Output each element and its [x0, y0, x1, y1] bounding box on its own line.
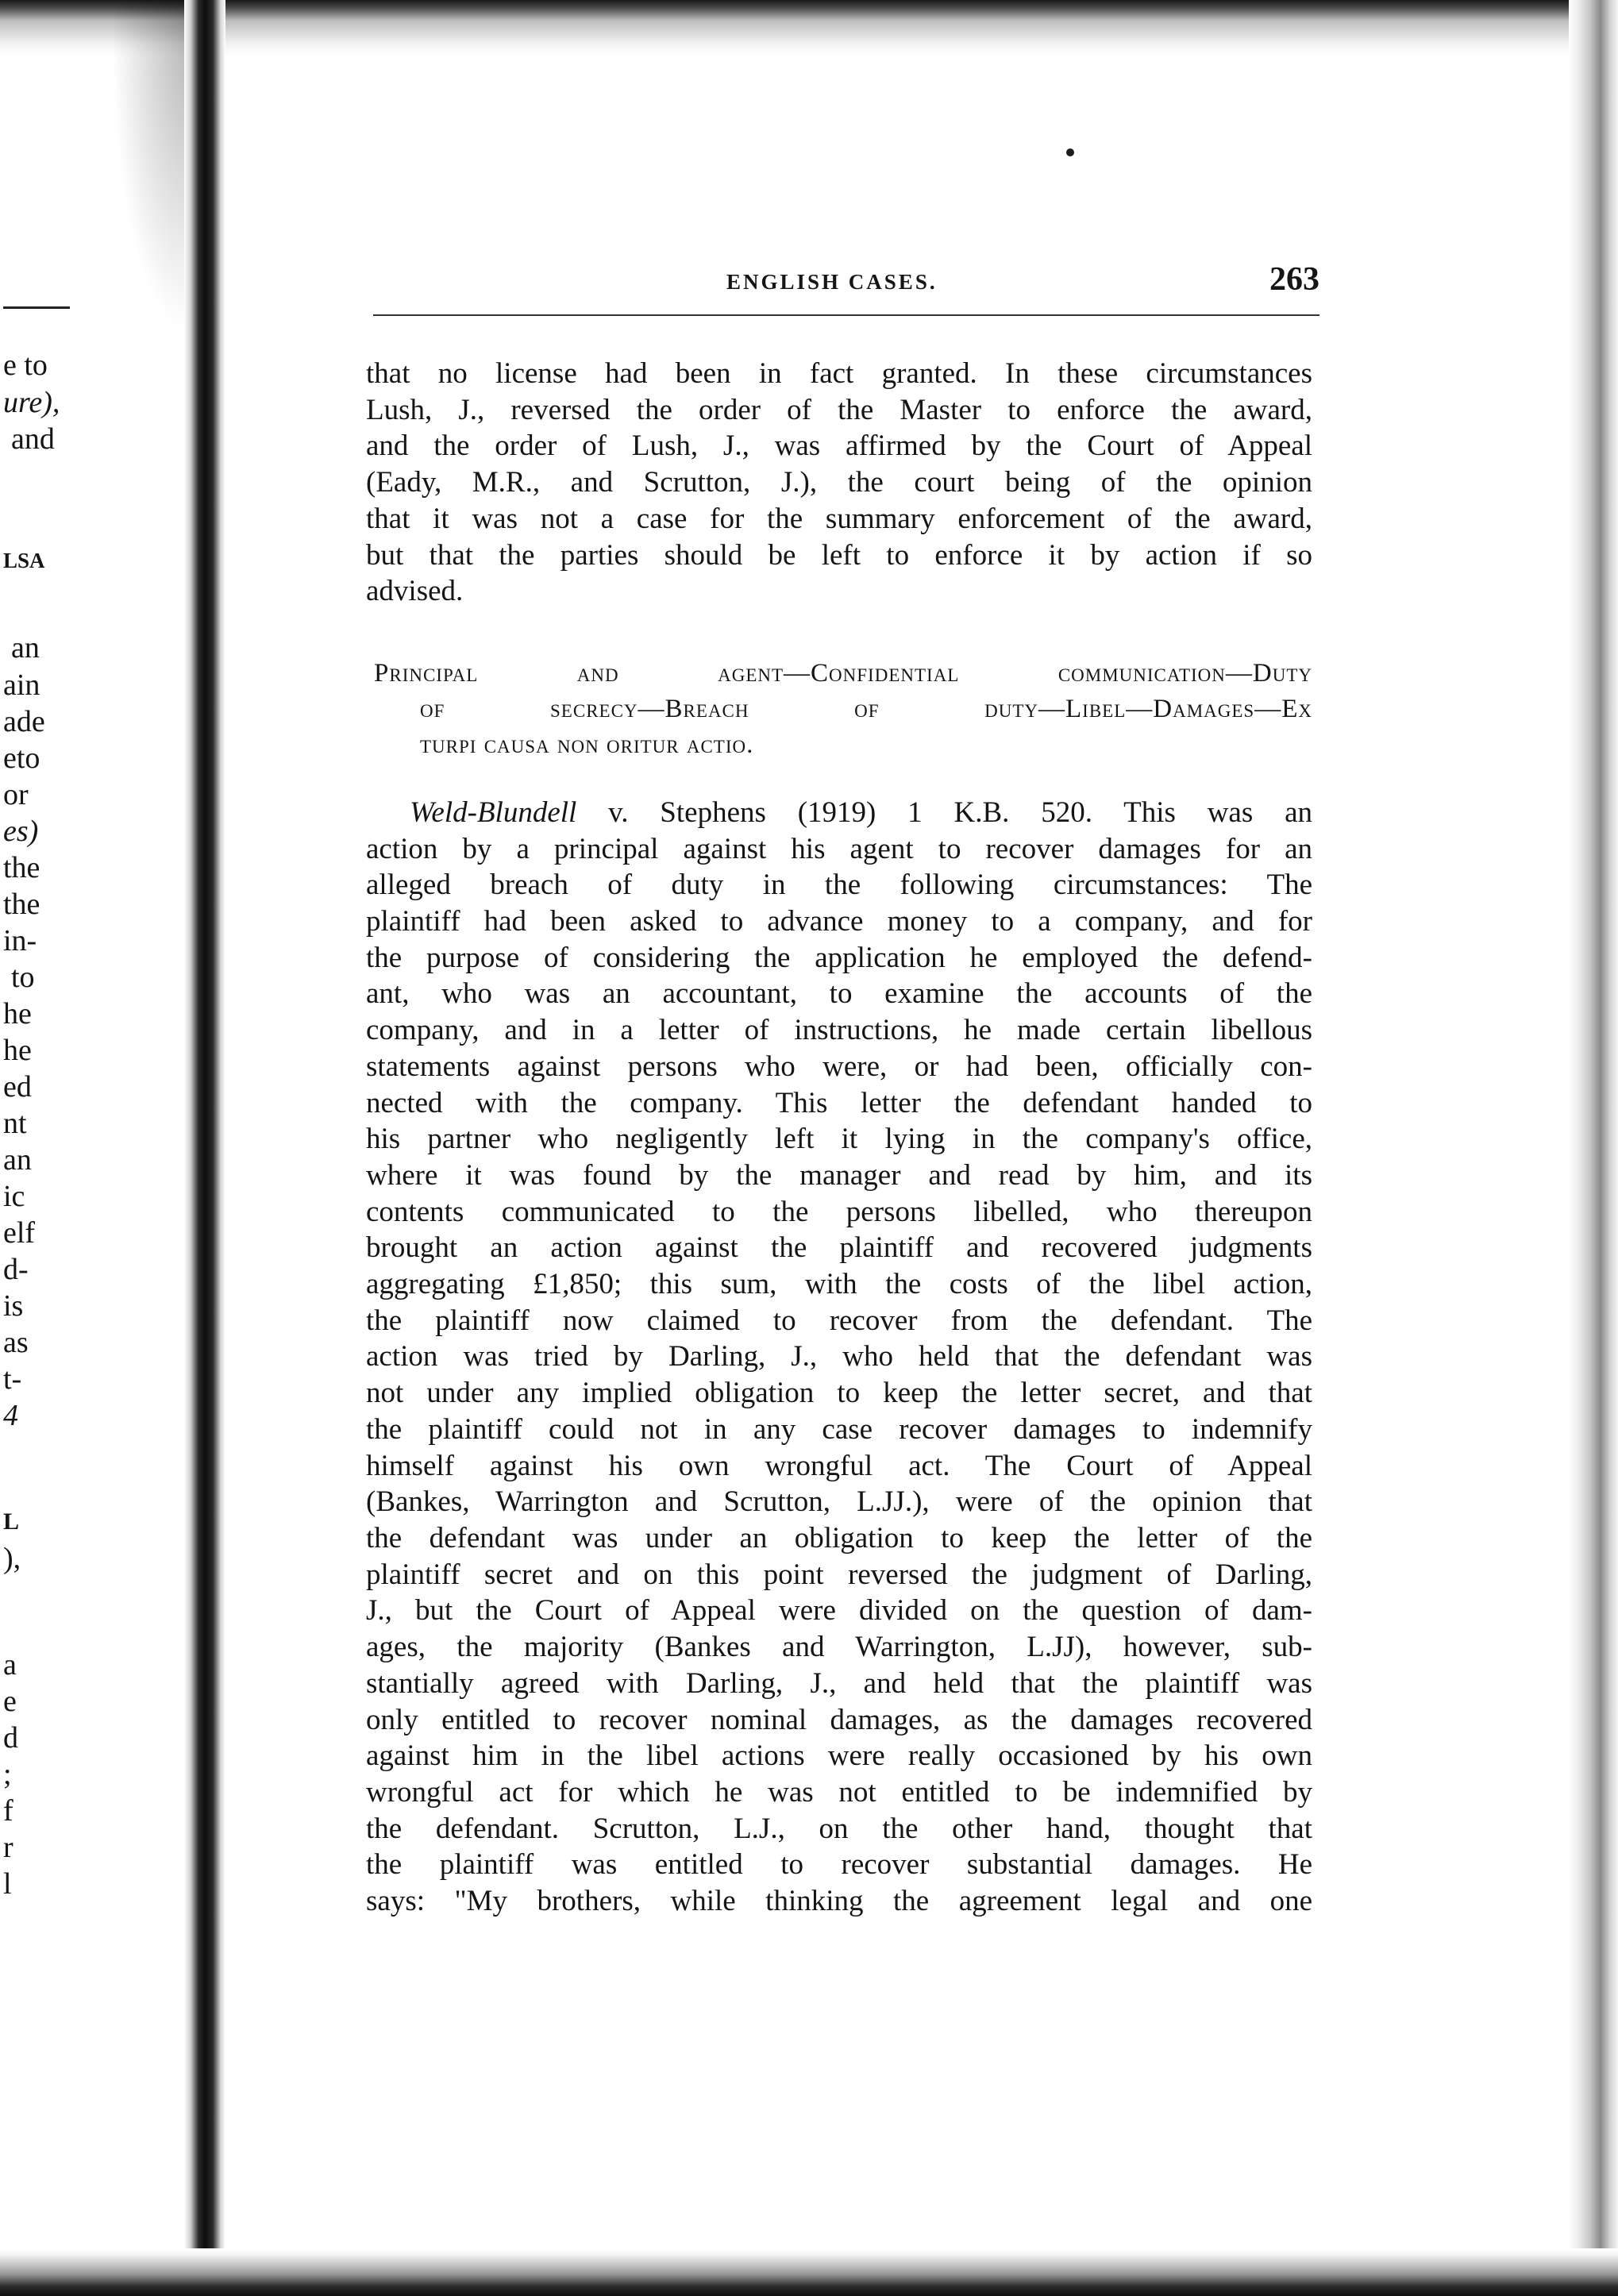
text-line: where it was found by the manager and read by him, and its	[366, 1158, 1312, 1192]
text-line: plaintiff had been asked to advance money to a company, and for	[366, 905, 1312, 938]
scan-right-edge	[1569, 0, 1618, 2296]
heading-line: of secrecy—Breach of duty—Libel—Damages—Ex	[420, 694, 1312, 723]
text-line: himself against his own wrongful act. The Court of Appeal	[366, 1449, 1312, 1482]
fragment-line: ),	[3, 1542, 21, 1575]
text-line: brought an action against the plaintiff and recovered judgments	[366, 1231, 1312, 1265]
book-gutter	[184, 0, 225, 2296]
text-line: but that the parties should be left to enforce it by action if so	[366, 538, 1312, 572]
text-line: that it was not a case for the summary enforcement of the award,	[366, 502, 1312, 535]
fragment-line: ed	[3, 1070, 32, 1104]
text-line: ages, the majority (Bankes and Warrington, L.JJ), however, sub-	[366, 1631, 1312, 1664]
text-line: not under any implied obligation to keep the letter secret, and that	[366, 1377, 1312, 1410]
text-line: contents communicated to the persons libelled, who thereupon	[366, 1195, 1312, 1228]
text-line: plaintiff secret and on this point reversed the judgment of Darling,	[366, 1558, 1312, 1591]
fragment-line: to	[11, 961, 35, 994]
fragment-line: ure),	[3, 386, 60, 419]
header-rule	[373, 314, 1319, 316]
fragment-line: eto	[3, 742, 40, 775]
fragment-line: ic	[3, 1180, 25, 1213]
case-citation: v. Stephens (1919) 1 K.B. 520. This was an	[576, 796, 1312, 829]
text-line: only entitled to recover nominal damages, as the damages recovered	[366, 1703, 1312, 1736]
case-paragraph	[366, 795, 1312, 1920]
text-line: says: "My brothers, while thinking the agreement legal and one	[366, 1885, 1312, 1918]
fragment-line: the	[3, 888, 40, 921]
fragment-line: ain	[3, 668, 40, 702]
fragment-line: e	[3, 1685, 17, 1718]
text-line: the plaintiff could not in any case recover damages to indemnify	[366, 1412, 1312, 1446]
text-line: the defendant. Scrutton, L.J., on the other hand, thought that	[366, 1812, 1312, 1845]
text-line: that no license had been in fact granted. In these circumstances	[366, 357, 1312, 390]
fragment-line: l	[3, 1867, 12, 1901]
fragment-line: a	[3, 1648, 17, 1682]
section-heading	[366, 656, 1312, 763]
fragment-line: or	[3, 778, 29, 811]
text-line: and the order of Lush, J., was affirmed by the Court of Appeal	[366, 430, 1312, 463]
fragment-line: and	[11, 422, 55, 456]
fragment-line: t-	[3, 1362, 22, 1396]
heading-line: turpi causa non oritur actio.	[420, 730, 754, 759]
fragment-line: es)	[3, 815, 39, 848]
ink-dot	[1066, 148, 1074, 156]
text-line: (Bankes, Warrington and Scrutton, L.JJ.), were of the opinion that	[366, 1485, 1312, 1519]
fragment-line: ade	[3, 705, 45, 738]
fragment-line: elf	[3, 1216, 36, 1250]
text-line: the plaintiff was entitled to recover substantial damages. He	[366, 1848, 1312, 1882]
fragment-line: ;	[3, 1758, 12, 1791]
page-body	[366, 356, 1312, 1920]
text-line: statements against persons who were, or had been, officially con-	[366, 1050, 1312, 1083]
fragment-line: L	[3, 1508, 20, 1535]
fragment-line: the	[3, 851, 40, 884]
fragment-line: LSA	[3, 549, 45, 572]
fragment-line: is	[3, 1289, 24, 1323]
fragment-line: d	[3, 1721, 18, 1755]
text-line: advised.	[366, 575, 464, 608]
facing-page-fragment	[3, 0, 91, 2296]
fragment-line: r	[3, 1831, 13, 1864]
text-line: ant, who was an accountant, to examine the accounts of the	[366, 977, 1312, 1011]
text-line: Lush, J., reversed the order of the Master to enforce the award,	[366, 393, 1312, 426]
fragment-line: an	[3, 1143, 32, 1177]
fragment-line: nt	[3, 1107, 27, 1140]
text-line: against him in the libel actions were really occasioned by his own	[366, 1739, 1312, 1773]
case-name: Weld-Blundell	[410, 796, 577, 829]
running-head	[373, 260, 1319, 308]
text-line: aggregating £1,850; this sum, with the costs of the libel action,	[366, 1268, 1312, 1301]
fragment-line: as	[3, 1326, 29, 1359]
scan-bottom-edge	[0, 2248, 1618, 2296]
text-line: J., but the Court of Appeal were divided on the question of dam-	[366, 1594, 1312, 1628]
text-line: action was tried by Darling, J., who held that the defendant was	[366, 1340, 1312, 1373]
page-number: 263	[1269, 261, 1319, 298]
fragment-rule	[3, 306, 70, 309]
fragment-line: in-	[3, 924, 37, 957]
text-line: (Eady, M.R., and Scrutton, J.), the court being of the opinion	[366, 466, 1312, 499]
text-line: the plaintiff now claimed to recover from the defendant. The	[366, 1304, 1312, 1337]
heading-line: Principal and agent—Confidential communication—Duty	[374, 658, 1312, 688]
fragment-line: e to	[3, 349, 48, 382]
text-line: company, and in a letter of instructions, he made certain libellous	[366, 1014, 1312, 1047]
text-line: wrongful act for which he was not entitled to be indemnified by	[366, 1775, 1312, 1809]
fragment-line: he	[3, 1034, 32, 1067]
fragment-line: he	[3, 997, 32, 1031]
scan-top-edge	[0, 0, 1618, 56]
fragment-line: f	[3, 1794, 13, 1828]
text-line: action by a principal against his agent to recover damages for an	[366, 832, 1312, 865]
running-title: ENGLISH CASES.	[726, 270, 938, 294]
text-line: the defendant was under an obligation to keep the letter of the	[366, 1521, 1312, 1554]
fragment-line: 4	[3, 1399, 18, 1432]
text-line: alleged breach of duty in the following circumstances: The	[366, 869, 1312, 902]
text-line: stantially agreed with Darling, J., and held that the plaintiff was	[366, 1666, 1312, 1700]
paragraph-continued	[366, 356, 1312, 610]
text-line: the purpose of considering the application he employed the defend-	[366, 941, 1312, 974]
fragment-line: an	[11, 631, 40, 665]
case-citation-line	[366, 795, 1312, 831]
text-line: his partner who negligently left it lying in the company's office,	[366, 1123, 1312, 1156]
text-line: nected with the company. This letter the defendant handed to	[366, 1086, 1312, 1119]
fragment-line: d-	[3, 1253, 29, 1286]
